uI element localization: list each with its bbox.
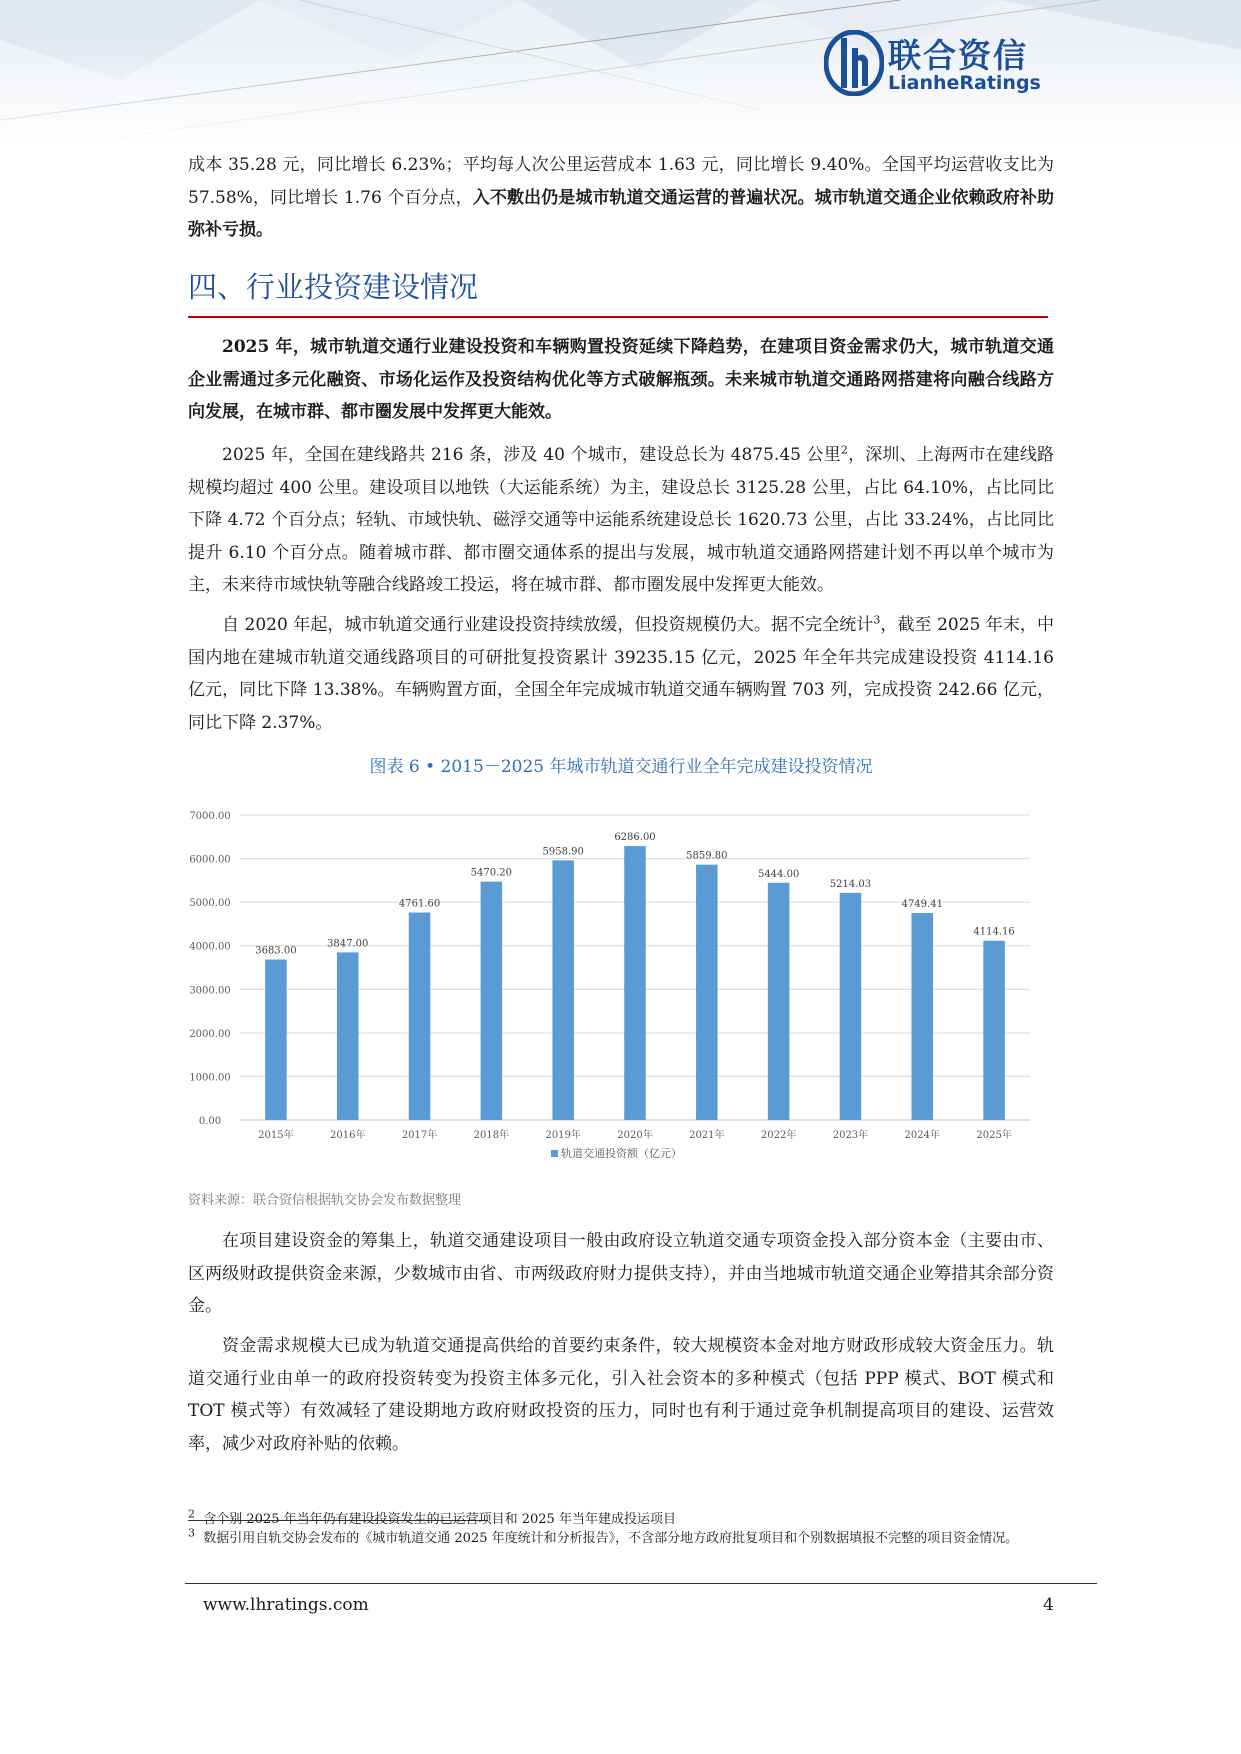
logo-english-name: LianheRatings xyxy=(888,72,1041,94)
y-tick-label: 7000.00 xyxy=(189,811,231,822)
section-summary: 2025 年，城市轨道交通行业建设投资和车辆购置投资延续下降趋势，在建项目资金需求仍大，城市轨道交通企业需通过多元化融资、市场化运作及投资结构优化等方式破解瓶颈。未来城市轨道交通路网搭建将向融合线路方向发展，在城市群、都市圈发展中发挥更大能效。 xyxy=(188,337,1054,422)
data-label: 4761.60 xyxy=(398,898,441,910)
data-label: 5958.90 xyxy=(542,846,584,858)
data-label: 3683.00 xyxy=(255,945,297,957)
x-tick-label: 2015年 xyxy=(258,1130,294,1141)
y-tick-label: 2000.00 xyxy=(189,1028,231,1040)
footer-website-link[interactable]: www.lhratings.com xyxy=(203,1595,369,1615)
y-tick-label: 1000.00 xyxy=(189,1072,231,1084)
x-tick-label: 2020年 xyxy=(617,1130,653,1141)
intro-paragraph xyxy=(188,149,1054,247)
bar xyxy=(768,883,790,1120)
bar xyxy=(265,960,287,1120)
x-tick-label: 2018年 xyxy=(473,1130,510,1141)
section-title: 四、行业投资建设情况 xyxy=(188,270,479,304)
bar xyxy=(912,913,934,1120)
data-label: 6286.00 xyxy=(614,832,656,844)
legend-label: 轨道交通投资额（亿元） xyxy=(561,1147,682,1160)
footnote-2 xyxy=(188,1507,1054,1529)
y-tick-label: 0.00 xyxy=(198,1116,222,1127)
section-divider xyxy=(188,316,1048,318)
x-tick-label: 2019年 xyxy=(545,1130,581,1141)
paragraph-investment-text-b: ，截至 2025 年末，中国内地在建城市轨道交通线路项目的可研批复投资累计 39235.15 亿元，2025 年全年共完成建设投资 4114.16 亿元，同比下降 13.38%。车辆购置方面，全国全年完成城市轨道交通车辆购置 703 列，完成投资 242.66 亿元，同比下降 2.37%。 xyxy=(188,615,1054,733)
data-label: 3847.00 xyxy=(327,938,369,950)
bar xyxy=(696,865,718,1120)
bar xyxy=(624,846,646,1120)
data-label: 5214.03 xyxy=(829,878,872,890)
x-tick-label: 2022年 xyxy=(760,1130,797,1141)
bar xyxy=(840,893,862,1120)
y-tick-label: 4000.00 xyxy=(189,941,231,953)
company-logo xyxy=(824,30,1054,100)
data-label: 4749.41 xyxy=(901,899,943,911)
data-label: 5470.20 xyxy=(470,867,513,879)
x-tick-label: 2016年 xyxy=(330,1130,366,1141)
paragraph-funding: 在项目建设资金的筹集上，轨道交通建设项目一般由政府设立轨道交通专项资金投入部分资本金（主要由市、区两级财政提供资金来源，少数城市由省、市两级政府财力提供支持），并由当地城市轨道交通企业筹措其余部分资金。 xyxy=(188,1231,1054,1316)
chart-caption: 图表 6 • 2015－2025 年城市轨道交通行业全年完成建设投资情况 xyxy=(369,757,873,777)
footnote-2-text: 含个别 2025 年当年仍有建设投资发生的已运营项目和 2025 年当年建成投运项目 xyxy=(203,1512,676,1527)
data-label: 5859.80 xyxy=(686,850,728,862)
bar xyxy=(552,860,574,1120)
intro-bold-text: 入不敷出仍是城市轨道交通运营的普遍状况。城市轨道交通企业依赖政府补助弥补亏损。 xyxy=(188,187,1055,240)
x-tick-label: 2021年 xyxy=(689,1130,725,1141)
data-label: 5444.00 xyxy=(757,868,800,880)
header-background xyxy=(0,0,1241,150)
paragraph-investment-text-a: 自 2020 年起，城市轨道交通行业建设投资持续放缓，但投资规模仍大。据不完全统计 xyxy=(222,615,874,635)
paragraph-pressure: 资金需求规模大已成为轨道交通提高供给的首要约束条件，较大规模资本金对地方财政形成较大资金压力。轨道交通行业由单一的政府投资转变为投资主体多元化，引入社会资本的多种模式（包括 PPP 模式、BOT 模式和 TOT 模式等）有效减轻了建设期地方政府财政投资的压力，同时也有利于通过竞争机制提高项目的建设、运营效率，减少对政府补贴的依赖。 xyxy=(188,1336,1054,1454)
x-tick-label: 2024年 xyxy=(904,1130,940,1141)
data-label: 4114.16 xyxy=(973,926,1015,938)
x-tick-label: 2023年 xyxy=(832,1130,869,1141)
footnote-3 xyxy=(188,1526,1054,1548)
paragraph-construction-text-a: 2025 年，全国在建线路共 216 条，涉及 40 个城市，建设总长为 4875.45 公里 xyxy=(222,445,841,465)
paragraph-construction-text-b: ，深圳、上海两市在建线路规模均超过 400 公里。建设项目以地铁（大运能系统）为主，建设总长 3125.28 公里，占比 64.10%，占比同比下降 4.72 个百分点；轻轨、市域快轨、磁浮交通等中运能系统建设总长 1620.73 公里，占比 33.24%，占比同比提升 6.10 个百分点。随着城市群、都市圈交通体系的提出与发展，城市轨道交通路网搭建计划不再以单个城市为主，未来待市域快轨等融合线路竣工投运，将在城市群、都市圈发展中发挥更大能效。 xyxy=(188,445,1055,595)
paragraph-investment xyxy=(188,609,1054,739)
footnote-ref-3[interactable]: 3 xyxy=(873,613,881,627)
investment-bar-chart xyxy=(188,795,1054,1185)
x-tick-label: 2017年 xyxy=(401,1130,438,1141)
source-note: 资料来源：联合资信根据轨交协会发布数据整理 xyxy=(188,1193,462,1208)
legend-swatch xyxy=(551,1150,558,1157)
bar xyxy=(337,952,359,1120)
y-tick-label: 3000.00 xyxy=(189,985,231,997)
footnote-3-number: 3 xyxy=(188,1526,195,1540)
footnote-ref-2[interactable]: 2 xyxy=(840,443,848,457)
page-number: 4 xyxy=(1043,1595,1054,1615)
y-tick-label: 5000.00 xyxy=(189,898,231,910)
footnote-3-text: 数据引用自轨交协会发布的《城市轨道交通 2025 年度统计和分析报告》，不含部分地方政府批复项目和个别数据填报不完整的项目资金情况。 xyxy=(203,1531,1019,1546)
paragraph-construction xyxy=(188,439,1054,602)
footer-divider xyxy=(185,1583,1097,1584)
bar xyxy=(983,941,1005,1120)
logo-mark-icon xyxy=(824,30,884,96)
footnote-2-number: 2 xyxy=(188,1507,195,1521)
x-tick-label: 2025年 xyxy=(976,1130,1012,1141)
intro-text: 成本 35.28 元，同比增长 6.23%；平均每人次公里运营成本 1.63 元，同比增长 9.40%。全国平均运营收支比为 57.58%，同比增长 1.76 个百分点， xyxy=(188,155,1054,208)
logo-chinese-name: 联合资信 xyxy=(888,36,1028,75)
bar xyxy=(481,882,503,1120)
bar xyxy=(409,913,431,1120)
y-tick-label: 6000.00 xyxy=(189,854,231,866)
